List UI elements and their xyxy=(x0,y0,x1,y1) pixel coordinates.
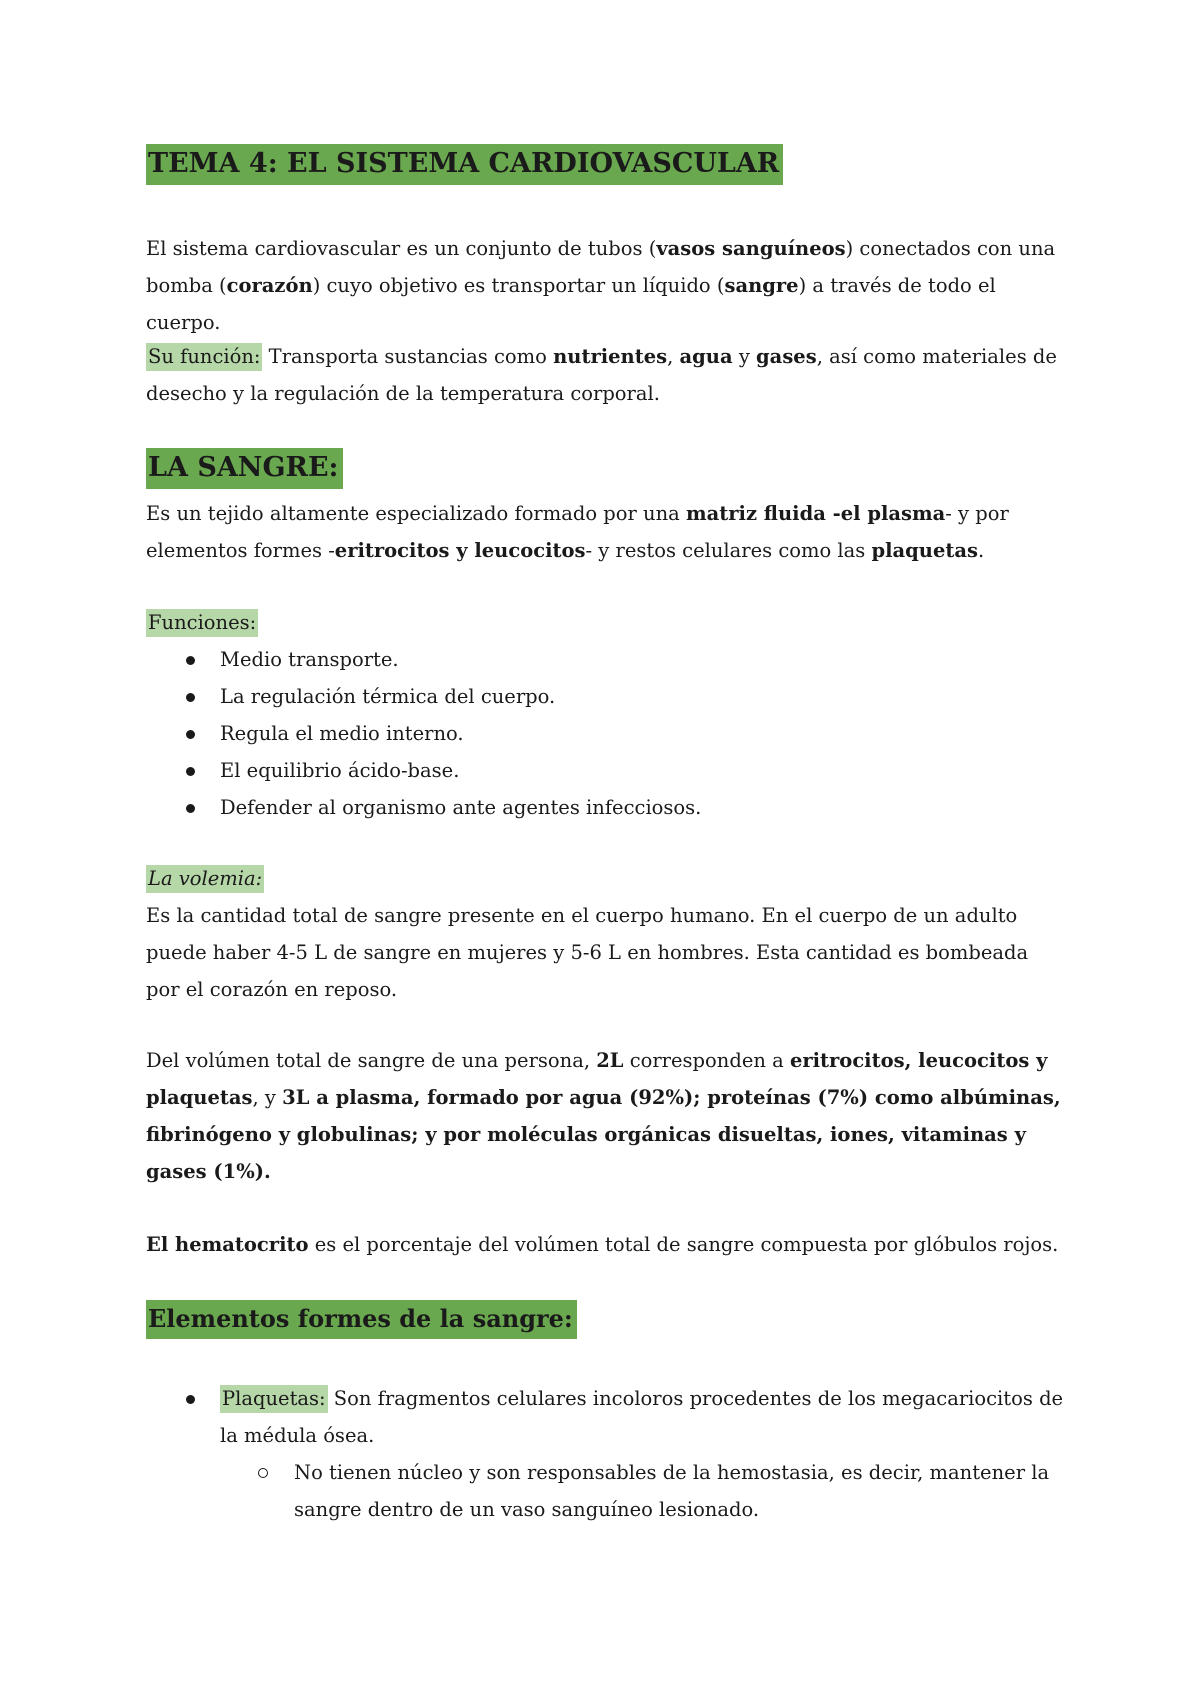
sangre-text-2: - y por elementos formes - xyxy=(146,502,1009,562)
plaquetas-sublist xyxy=(146,1454,1066,1528)
list-item: La regulación térmica del cuerpo. xyxy=(146,678,1066,715)
hematocrito-bold: El hematocrito xyxy=(146,1233,309,1256)
intro-text-4: ) a través de todo el cuerpo. xyxy=(146,274,996,334)
sangre-text-4: . xyxy=(978,539,985,562)
plaquetas-label: Plaquetas: xyxy=(220,1385,328,1413)
plaquetas-text: Son fragmentos celulares incoloros procedentes de los megacariocitos de la médula ósea. xyxy=(220,1387,1064,1447)
elementos-heading: Elementos formes de la sangre: xyxy=(146,1300,577,1339)
intro-text-2: ) conectados con una bomba ( xyxy=(146,237,1056,297)
sangre-text-1: Es un tejido altamente especializado formado por una xyxy=(146,502,686,525)
sangre-text-3: - y restos celulares como las xyxy=(585,539,872,562)
funcion-bold-3: gases xyxy=(756,345,817,368)
funcion-label: Su función: xyxy=(146,343,262,371)
funcion-text-2: , xyxy=(667,345,680,368)
funcion-paragraph xyxy=(146,338,1066,412)
intro-text-1: El sistema cardiovascular es un conjunto de tubos ( xyxy=(146,237,657,260)
elementos-heading-wrap xyxy=(146,1304,577,1333)
volumen-bold-3: 3L a plasma, formado por agua (92%); proteínas (7%) como albúminas, fibrinógeno y globulinas; y por moléculas orgánicas disueltas, iones, vitaminas y gases (1%). xyxy=(146,1086,1061,1183)
sub-list-item: No tienen núcleo y son responsables de la hemostasia, es decir, mantener la sangre dentro de un vaso sanguíneo lesionado. xyxy=(146,1454,1066,1528)
intro-bold-1: vasos sanguíneos xyxy=(656,237,846,260)
sangre-heading: LA SANGRE: xyxy=(146,448,343,489)
funciones-label: Funciones: xyxy=(146,609,258,637)
list-item: Defender al organismo ante agentes infecciosos. xyxy=(146,789,1066,826)
sangre-paragraph xyxy=(146,495,1066,569)
funciones-section xyxy=(146,604,1066,826)
list-item: Regula el medio interno. xyxy=(146,715,1066,752)
funcion-bold-2: agua xyxy=(679,345,733,368)
list-item: Medio transporte. xyxy=(146,641,1066,678)
list-item: El equilibrio ácido-base. xyxy=(146,752,1066,789)
volemia-text: Es la cantidad total de sangre presente en el cuerpo humano. En el cuerpo de un adulto puede haber 4-5 L de sangre en mujeres y 5-6 L en hombres. Esta cantidad es bombeada por el corazón en reposo. xyxy=(146,904,1029,1001)
sangre-heading-wrap xyxy=(146,452,343,483)
sangre-bold-3: plaquetas xyxy=(871,539,979,562)
volumen-text-2: corresponden a xyxy=(623,1049,790,1072)
sangre-bold-1: matriz fluida -el plasma xyxy=(685,502,946,525)
volemia-label: La volemia: xyxy=(146,865,264,893)
elementos-list xyxy=(146,1380,1066,1454)
volumen-paragraph xyxy=(146,1042,1066,1190)
funcion-text-1: Transporta sustancias como xyxy=(262,345,554,368)
intro-bold-2: corazón xyxy=(226,274,313,297)
volumen-bold-1: 2L xyxy=(596,1049,624,1072)
hematocrito-text: es el porcentaje del volúmen total de sangre compuesta por glóbulos rojos. xyxy=(308,1233,1059,1256)
elementos-section xyxy=(146,1380,1066,1528)
volumen-text-1: Del volúmen total de sangre de una persona, xyxy=(146,1049,597,1072)
title-wrap xyxy=(146,148,783,179)
volumen-bold-2: eritrocitos, leucocitos y plaquetas xyxy=(146,1049,1048,1109)
intro-bold-3: sangre xyxy=(724,274,799,297)
funcion-text-3: y xyxy=(732,345,757,368)
intro-paragraph xyxy=(146,230,1066,341)
funciones-list xyxy=(146,641,1066,826)
intro-text-3: ) cuyo objetivo es transportar un líquido ( xyxy=(312,274,725,297)
list-item xyxy=(146,1380,1066,1454)
funcion-text-4: , así como materiales de desecho y la regulación de la temperatura corporal. xyxy=(146,345,1057,405)
hematocrito-paragraph xyxy=(146,1226,1066,1263)
funcion-bold-1: nutrientes xyxy=(553,345,668,368)
sangre-bold-2: eritrocitos y leucocitos xyxy=(334,539,586,562)
volumen-text-3: , y xyxy=(252,1086,283,1109)
page-title: TEMA 4: EL SISTEMA CARDIOVASCULAR xyxy=(146,144,783,185)
volemia-section xyxy=(146,860,1066,1008)
